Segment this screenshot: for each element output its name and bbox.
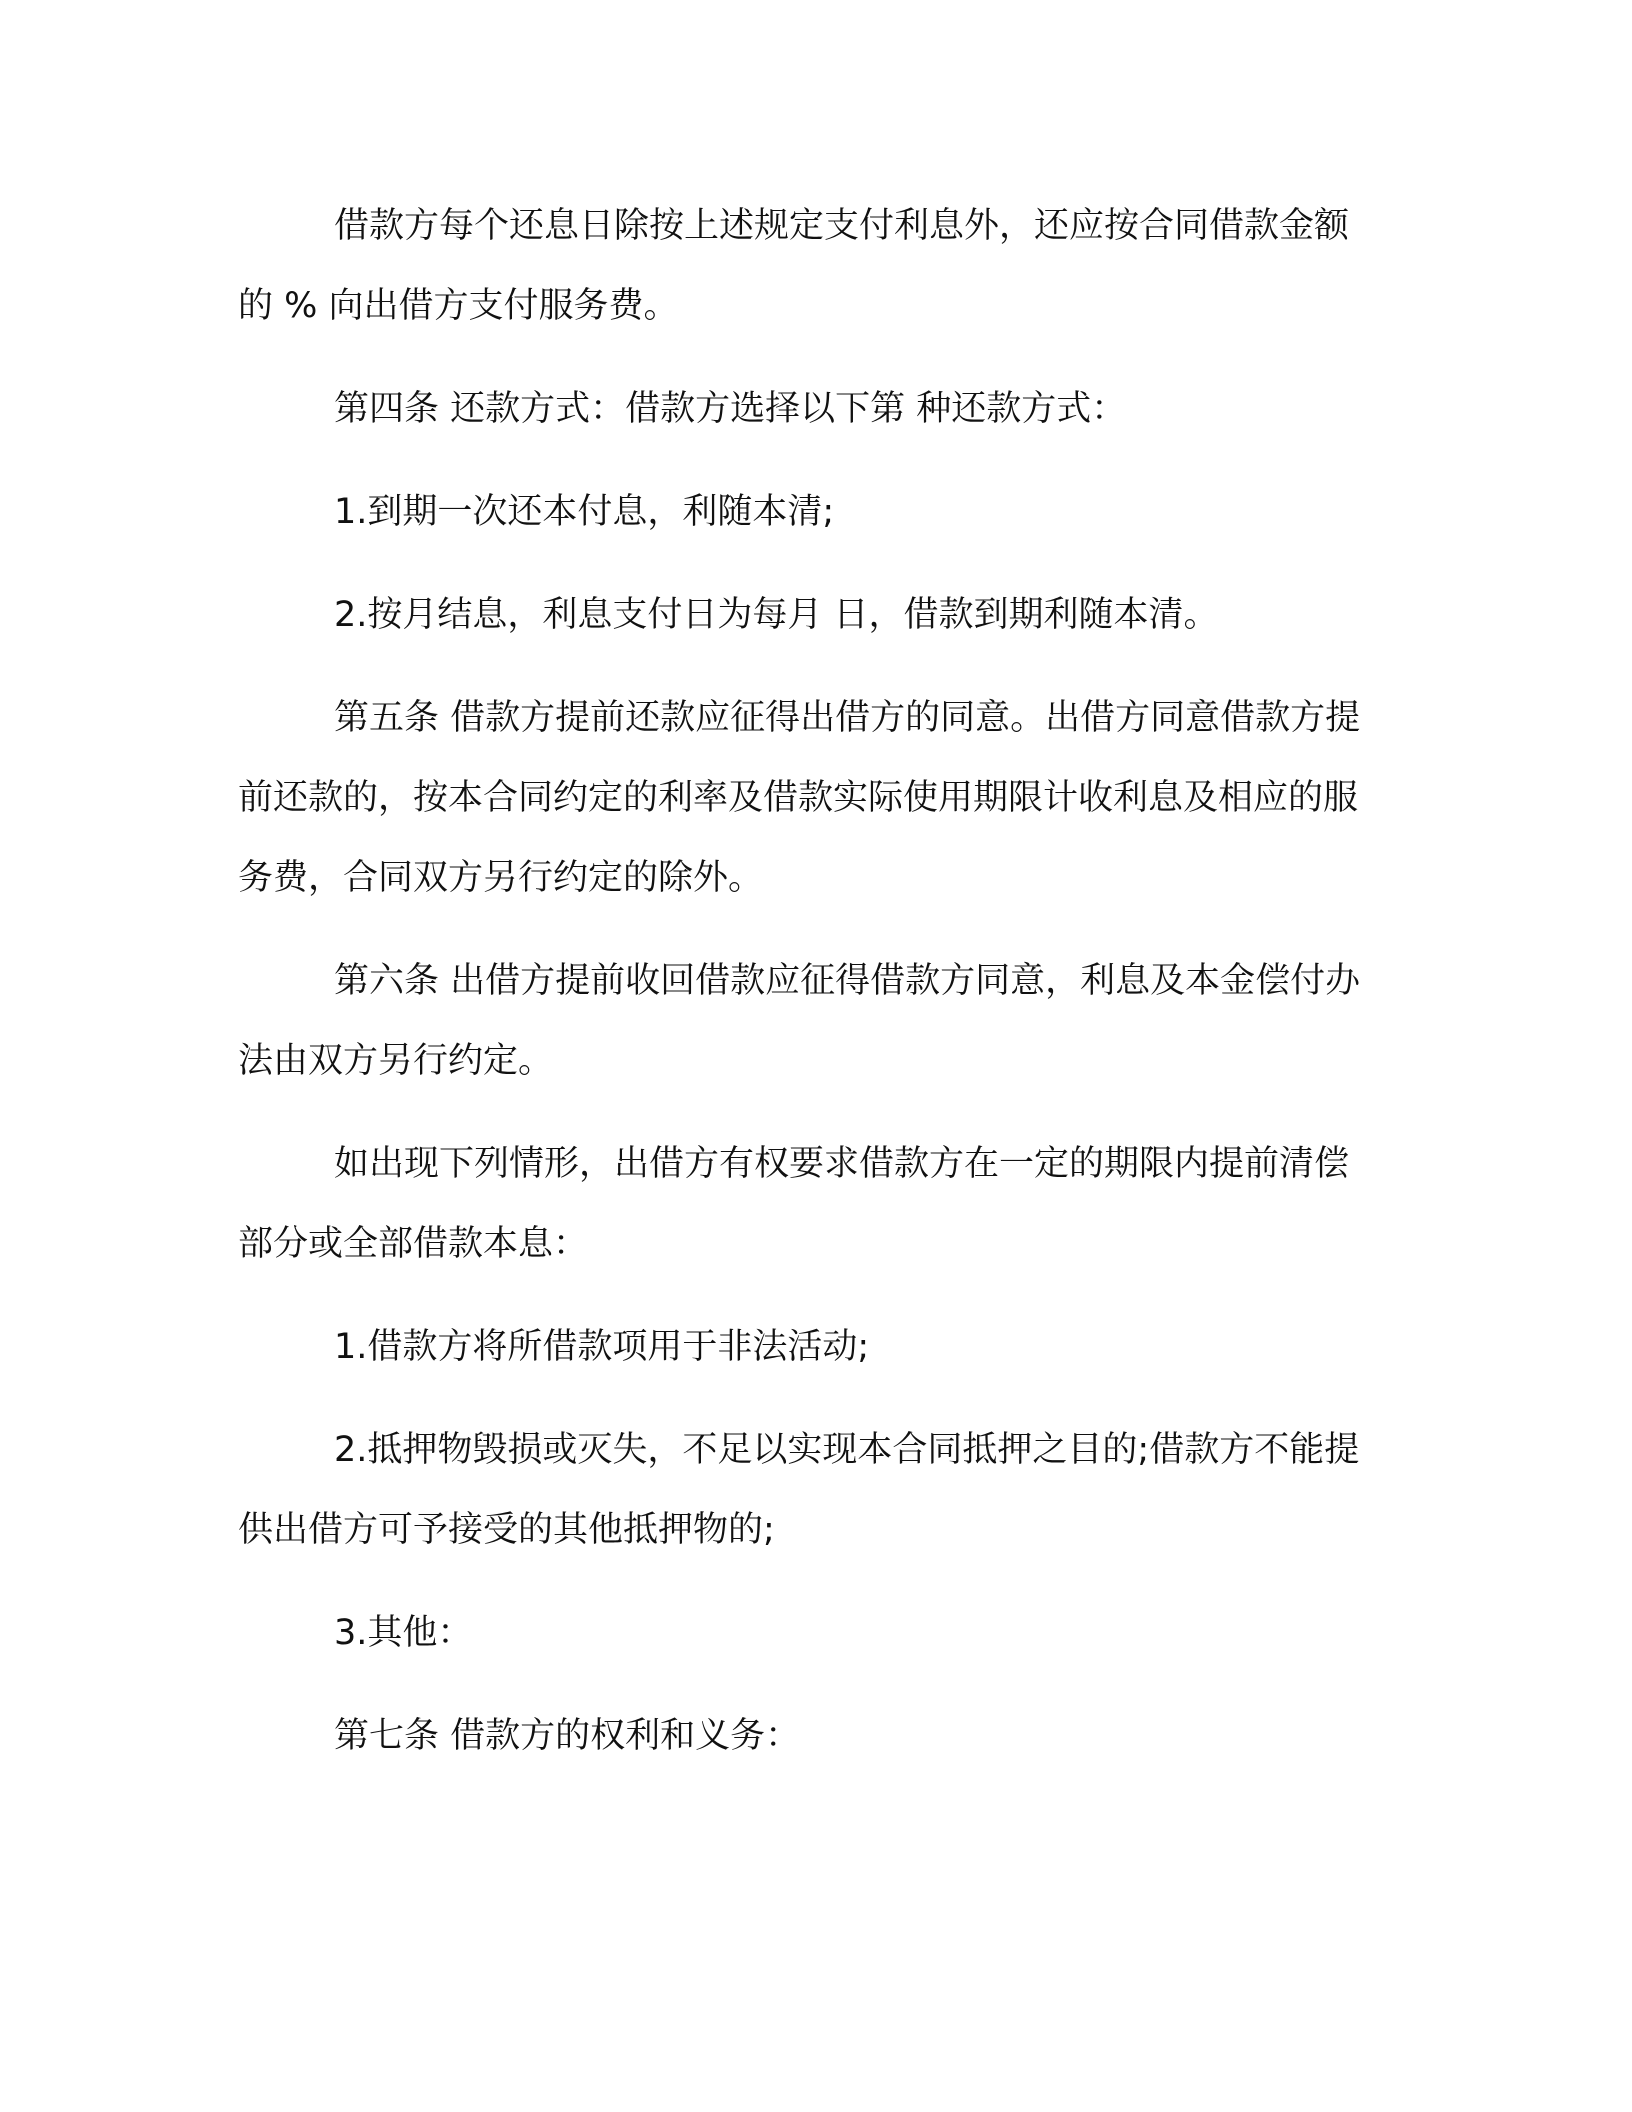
paragraph-article-5-early-repayment: 第五条 借款方提前还款应征得出借方的同意。出借方同意借款方提前还款的，按本合同约定的利率及借款实际使用期限计收利息及相应的服务费，合同双方另行约定的除外。 — [238, 698, 1361, 898]
paragraph-service-fee: 借款方每个还息日除按上述规定支付利息外，还应按合同借款金额的 % 向出借方支付服务费。 — [238, 206, 1350, 326]
list-item-repayment-2: 2.按月结息，利息支付日为每月 日，借款到期利随本清。 — [334, 595, 1219, 635]
list-item-condition-2: 2.抵押物毁损或灭失，不足以实现本合同抵押之目的;借款方不能提供出借方可予接受的其他抵押物的; — [238, 1430, 1360, 1550]
document-body — [238, 186, 1380, 1799]
list-item-condition-3: 3.其他： — [334, 1613, 473, 1653]
paragraph-article-6-early-recall: 第六条 出借方提前收回借款应征得借款方同意，利息及本金偿付办法由双方另行约定。 — [238, 961, 1361, 1081]
paragraph-article-4-repayment-method: 第四条 还款方式：借款方选择以下第 种还款方式： — [334, 389, 1127, 429]
paragraph-article-7-heading: 第七条 借款方的权利和义务： — [334, 1716, 801, 1756]
paragraph-early-settlement-conditions: 如出现下列情形，出借方有权要求借款方在一定的期限内提前清偿部分或全部借款本息： — [238, 1144, 1350, 1264]
list-item-repayment-1: 1.到期一次还本付息，利随本清; — [334, 492, 835, 532]
list-item-condition-1: 1.借款方将所借款项用于非法活动; — [334, 1327, 870, 1367]
